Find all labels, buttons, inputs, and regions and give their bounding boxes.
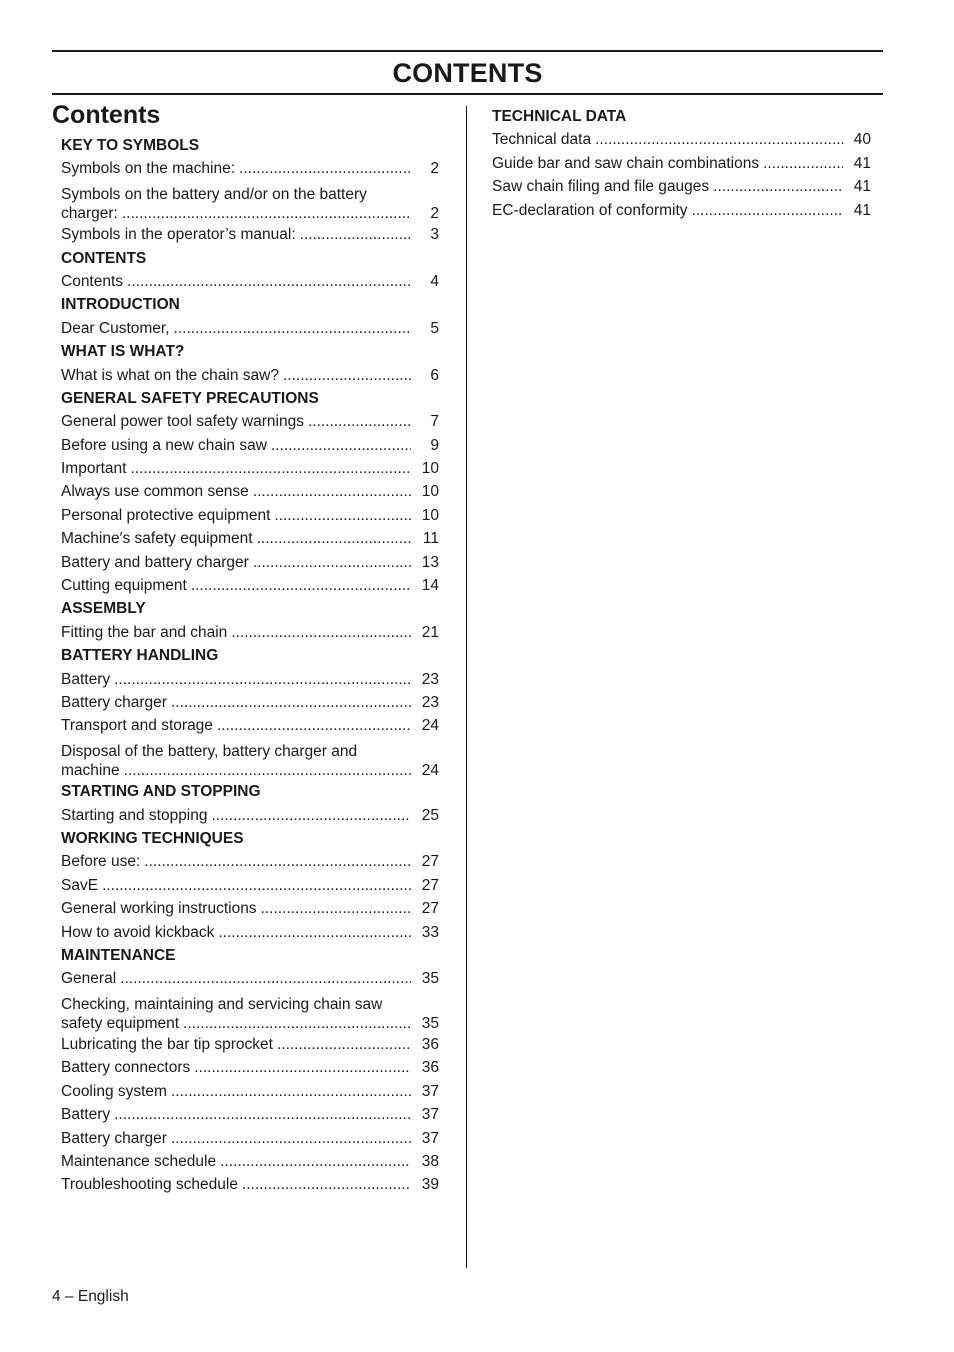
toc-section-title: MAINTENANCE: [61, 946, 176, 964]
toc-entry-page-number: 9: [430, 436, 439, 454]
toc-entry-page-number: 36: [421, 1036, 439, 1054]
toc-entry-page-number: 37: [421, 1106, 439, 1124]
toc-entry-page-number: 2: [430, 160, 439, 178]
toc-entry-page-number: 2: [430, 205, 439, 223]
toc-entry-page-number: 10: [421, 506, 439, 524]
dot-leader: [102, 874, 411, 897]
toc-entry-label: Transport and storage: [61, 717, 213, 735]
toc-entry-label: Always use common sense: [61, 483, 249, 501]
toc-entry-label: Before use:: [61, 853, 141, 871]
toc-section-title: STARTING AND STOPPING: [61, 783, 261, 801]
toc-entry-label: What is what on the chain saw?: [61, 366, 279, 384]
toc-entry-page-number: 24: [421, 717, 439, 735]
toc-entry[interactable]: [61, 921, 439, 944]
dot-leader: [257, 527, 411, 550]
page-heading: CONTENTS: [392, 58, 543, 88]
toc-entry-label: Cooling system: [61, 1082, 167, 1100]
toc-entry-label: Dear Customer,: [61, 319, 170, 337]
toc-section-title: BATTERY HANDLING: [61, 647, 219, 665]
toc-entry-page-number: 35: [421, 970, 439, 988]
toc-entry-page-number: 41: [853, 201, 871, 219]
toc-entry-label-continued: safety equipment: [61, 1015, 180, 1033]
dot-leader: [261, 897, 411, 920]
toc-entry-label: Starting and stopping: [61, 806, 208, 824]
toc-entry-label: Fitting the bar and chain: [61, 623, 228, 641]
toc-entry-label: Maintenance schedule: [61, 1153, 217, 1171]
dot-leader: [212, 804, 412, 827]
toc-entry-label: Checking, maintaining and servicing chain saw: [61, 996, 383, 1014]
toc-entry[interactable]: [61, 504, 439, 527]
toc-entry-label: Symbols on the battery and/or on the battery: [61, 186, 367, 204]
toc-entry-page-number: 41: [853, 154, 871, 172]
dot-leader: [308, 410, 411, 433]
dot-leader: [122, 204, 411, 223]
toc-entry-page-number: 27: [421, 900, 439, 918]
toc-entry[interactable]: [61, 1103, 439, 1126]
dot-leader: [114, 668, 411, 691]
toc-entry-page-number: 14: [421, 577, 439, 595]
toc-entry[interactable]: [61, 410, 439, 433]
toc-entry-page-number: 41: [853, 178, 871, 196]
toc-entry[interactable]: [61, 1127, 439, 1150]
dot-leader: [283, 364, 411, 387]
toc-entry[interactable]: [61, 714, 439, 737]
dot-leader: [253, 480, 411, 503]
toc-entry-label: SavE: [61, 876, 99, 894]
toc-entry-page-number: 11: [422, 530, 439, 548]
dot-leader: [300, 223, 411, 246]
toc-entry[interactable]: [61, 1150, 439, 1173]
dot-leader: [218, 921, 411, 944]
dot-leader: [595, 128, 843, 151]
toc-entry[interactable]: [61, 223, 439, 246]
dot-leader: [191, 574, 411, 597]
toc-entry-label: Battery and battery charger: [61, 553, 249, 571]
header-rule-bottom: [52, 93, 883, 95]
toc-entry-label: Battery: [61, 1106, 111, 1124]
toc-entry-page-number: 27: [421, 853, 439, 871]
dot-leader: [271, 434, 411, 457]
toc-entry-label: Lubricating the bar tip sprocket: [61, 1036, 273, 1054]
toc-entry-page-number: 39: [421, 1176, 439, 1194]
toc-entry[interactable]: [492, 199, 871, 222]
toc-entry-page-number: 23: [421, 670, 439, 688]
toc-entry[interactable]: [61, 364, 439, 387]
toc-entry[interactable]: [492, 175, 871, 198]
toc-entry-label: How to avoid kickback: [61, 923, 215, 941]
toc-right-column: [492, 105, 871, 222]
dot-leader: [194, 1056, 411, 1079]
toc-entry[interactable]: [61, 270, 439, 293]
toc-entry-page-number: 23: [421, 693, 439, 711]
toc-entry-page-number: 5: [430, 319, 439, 337]
toc-entry-label: General: [61, 970, 117, 988]
toc-entry-label: Important: [61, 460, 127, 478]
toc-entry-label: Battery connectors: [61, 1059, 191, 1077]
toc-entry-page-number: 33: [421, 923, 439, 941]
toc-section-title: TECHNICAL DATA: [492, 108, 627, 125]
toc-entry-label: Contents: [61, 272, 124, 290]
toc-entry-label: Personal protective equipment: [61, 506, 271, 524]
toc-entry-label: Disposal of the battery, battery charger and: [61, 743, 358, 761]
dot-leader: [692, 199, 843, 222]
dot-leader: [763, 152, 843, 175]
toc-entry-page-number: 13: [421, 553, 439, 571]
toc-entry-label: Battery charger: [61, 693, 167, 711]
toc-entry[interactable]: [61, 621, 439, 644]
dot-leader: [274, 504, 411, 527]
toc-entry-page-number: 10: [421, 483, 439, 501]
contents-title: Contents: [52, 101, 161, 129]
toc-entry-page-number: 37: [421, 1082, 439, 1100]
toc-entry-page-number: 35: [421, 1015, 439, 1033]
toc-entry-page-number: 38: [421, 1153, 439, 1171]
toc-section-title: KEY TO SYMBOLS: [61, 137, 200, 154]
toc-entry[interactable]: [61, 1056, 439, 1079]
toc-entry[interactable]: [61, 1080, 439, 1103]
toc-entry-label: Troubleshooting schedule: [61, 1176, 238, 1194]
toc-entry[interactable]: [61, 574, 439, 597]
toc-entry-page-number: 3: [430, 226, 439, 244]
toc-entry[interactable]: [61, 527, 439, 550]
toc-entry-label: General power tool safety warnings: [61, 413, 304, 431]
dot-leader: [183, 1014, 411, 1033]
toc-entry-page-number: 21: [421, 623, 439, 641]
dot-leader: [144, 850, 411, 873]
toc-entry[interactable]: [61, 457, 439, 480]
toc-entry-label: EC-declaration of conformity: [492, 201, 688, 219]
toc-entry[interactable]: [61, 668, 439, 691]
toc-entry-page-number: 37: [421, 1129, 439, 1147]
dot-leader: [174, 317, 411, 340]
dot-leader: [253, 551, 411, 574]
toc-entry-label: Technical data: [492, 131, 592, 149]
header-rule-top: [52, 50, 883, 52]
toc-entry-page-number: 25: [421, 806, 439, 824]
toc-entry[interactable]: [61, 804, 439, 827]
toc-entry[interactable]: [61, 157, 439, 180]
toc-entry-label: Machine′s safety equipment: [61, 530, 253, 548]
column-divider: [466, 106, 467, 1268]
dot-leader: [713, 175, 843, 198]
toc-entry[interactable]: [61, 1033, 439, 1056]
dot-leader: [220, 1150, 411, 1173]
toc-entry-page-number: 27: [421, 876, 439, 894]
toc-entry[interactable]: [61, 480, 439, 503]
toc-entry[interactable]: [61, 317, 439, 340]
toc-entry-label-continued: machine: [61, 762, 120, 780]
toc-entry-label: Symbols in the operator’s manual:: [61, 226, 296, 244]
dot-leader: [114, 1103, 411, 1126]
page-footer: 4 – English: [52, 1288, 129, 1305]
toc-entry[interactable]: [61, 850, 439, 873]
toc-entry-page-number: 36: [421, 1059, 439, 1077]
toc-entry-label: Battery: [61, 670, 111, 688]
toc-entry-label: General working instructions: [61, 900, 257, 918]
dot-leader: [120, 967, 411, 990]
toc-entry[interactable]: [61, 991, 439, 1033]
toc-section-title: GENERAL SAFETY PRECAUTIONS: [61, 389, 319, 407]
toc-entry[interactable]: [61, 551, 439, 574]
toc-entry-label-continued: charger:: [61, 205, 118, 223]
dot-leader: [277, 1033, 411, 1056]
toc-section-title: ASSEMBLY: [61, 600, 146, 618]
dot-leader: [217, 714, 411, 737]
toc-entry-label: Symbols on the machine:: [61, 160, 236, 178]
dot-leader: [124, 761, 411, 780]
dot-leader: [239, 157, 411, 180]
toc-entry[interactable]: [492, 128, 871, 151]
dot-leader: [127, 270, 411, 293]
toc-entry[interactable]: [61, 434, 439, 457]
toc-entry-page-number: 7: [430, 413, 439, 431]
toc-section-title: CONTENTS: [61, 249, 147, 267]
toc-entry-label: Guide bar and saw chain combinations: [492, 154, 760, 172]
toc-section-title: INTRODUCTION: [61, 296, 180, 314]
toc-left-column: [61, 134, 439, 1197]
toc-entry-page-number: 10: [421, 460, 439, 478]
toc-entry[interactable]: [492, 152, 871, 175]
dot-leader: [171, 1080, 411, 1103]
toc-entry[interactable]: [61, 897, 439, 920]
toc-entry[interactable]: [61, 181, 439, 223]
toc-section-title: WHAT IS WHAT?: [61, 343, 185, 361]
dot-leader: [171, 691, 411, 714]
toc-section-title: WORKING TECHNIQUES: [61, 829, 244, 847]
dot-leader: [130, 457, 411, 480]
dot-leader: [242, 1173, 411, 1196]
toc-entry-page-number: 4: [430, 272, 439, 290]
toc-entry-page-number: 24: [421, 762, 439, 780]
toc-entry[interactable]: [61, 1173, 439, 1196]
toc-entry[interactable]: [61, 967, 439, 990]
toc-entry-label: Cutting equipment: [61, 577, 187, 595]
toc-entry-page-number: 6: [430, 366, 439, 384]
dot-leader: [171, 1127, 411, 1150]
toc-entry[interactable]: [61, 738, 439, 780]
toc-entry-page-number: 40: [853, 131, 871, 149]
dot-leader: [231, 621, 411, 644]
toc-entry-label: Saw chain filing and file gauges: [492, 178, 710, 196]
toc-entry-label: Battery charger: [61, 1129, 167, 1147]
toc-entry[interactable]: [61, 874, 439, 897]
toc-entry[interactable]: [61, 691, 439, 714]
toc-entry-label: Before using a new chain saw: [61, 436, 267, 454]
